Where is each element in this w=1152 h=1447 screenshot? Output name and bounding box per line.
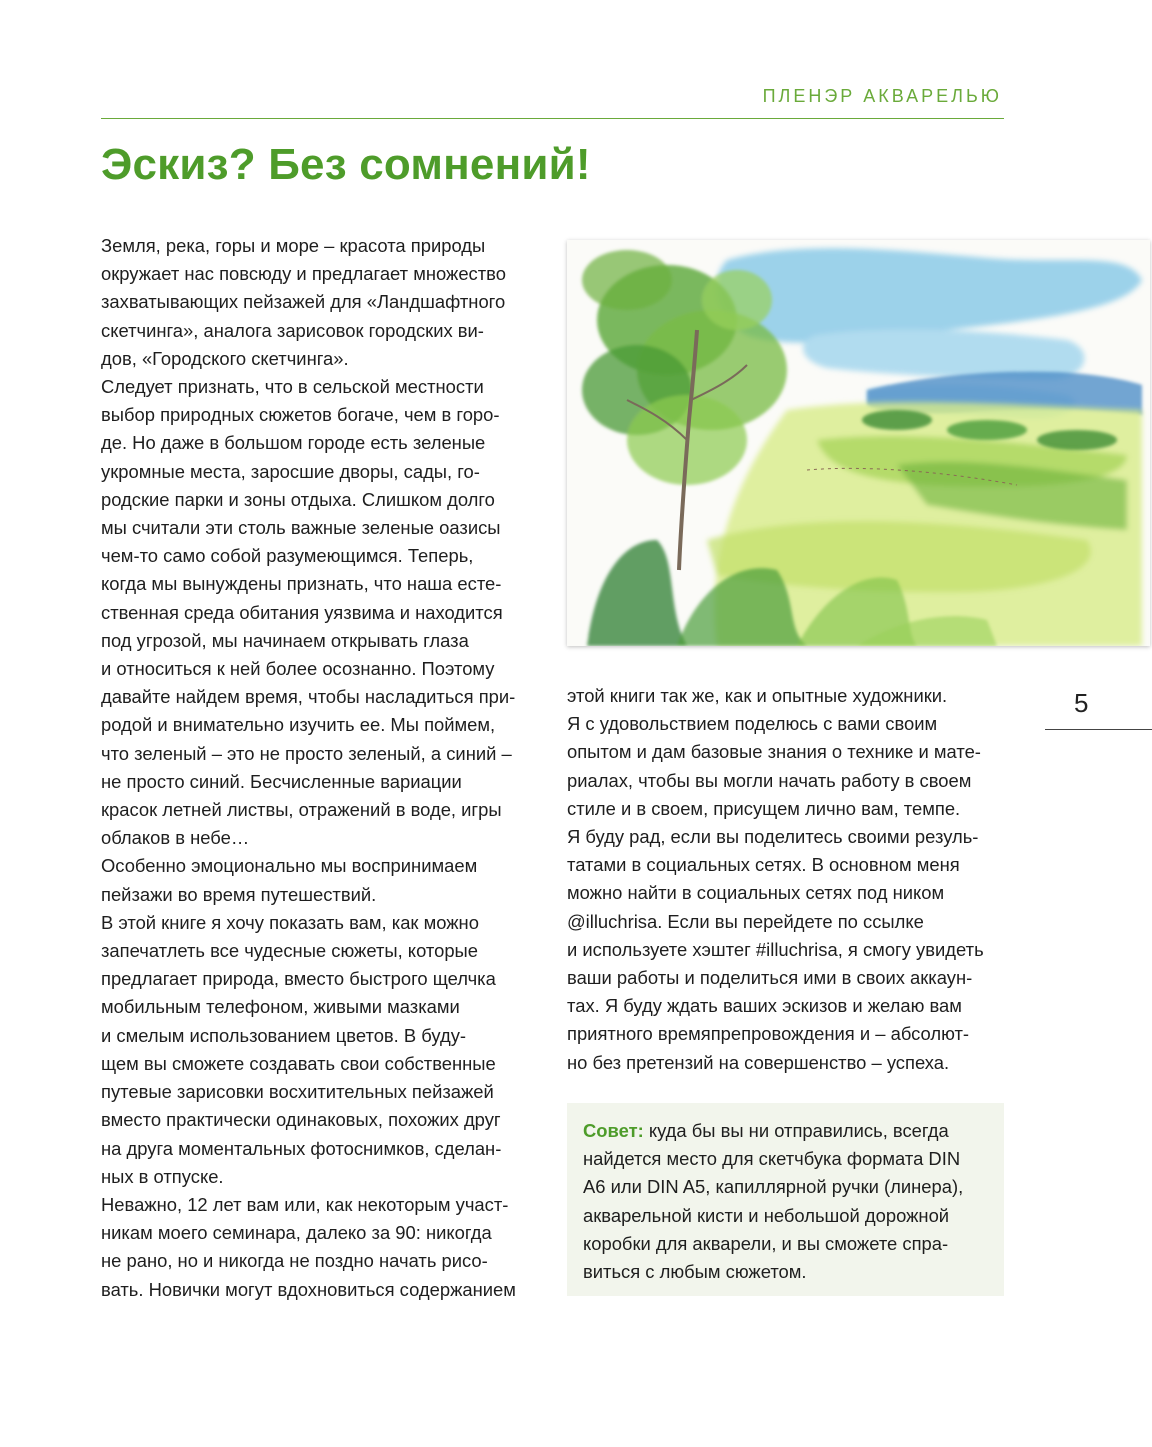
text-line: Особенно эмоционально мы воспринимаем [101, 855, 478, 877]
tip-box [567, 1103, 1004, 1296]
text-line: но без претензий на совершенство – успеха. [567, 1051, 950, 1073]
text-line: вместо практически одинаковых, похожих друг [101, 1109, 501, 1131]
right-column-text [567, 682, 1007, 1077]
page-number-rule [1045, 729, 1152, 730]
text-line: чем-то само собой разумеющимся. Теперь, [101, 545, 474, 567]
text-line: родой и внимательно изучить ее. Мы поймем, [101, 714, 496, 736]
text-line: не просто синий. Бесчисленные вариации [101, 770, 462, 792]
text-line: и используете хэштег #illuchrisa, я смогу увидеть [567, 938, 984, 960]
text-line: стиле и в своем, присущем лично вам, темпе. [567, 797, 961, 819]
tip-first-line [583, 1117, 988, 1145]
text-line: не рано, но и никогда не поздно начать рисо- [101, 1250, 488, 1272]
text-line: окружает нас повсюду и предлагает множество [101, 263, 506, 285]
text-line: ственная среда обитания уязвима и находится [101, 601, 503, 623]
text-line: Следует признать, что в сельской местности [101, 376, 484, 398]
text-line: облаков в небе… [101, 827, 250, 849]
text-line: Неважно, 12 лет вам или, как некоторым участ- [101, 1193, 509, 1215]
text-line: захватывающих пейзажей для «Ландшафтного [101, 291, 506, 313]
text-line: щем вы сможете создавать свои собственные [101, 1052, 496, 1074]
text-line: родские парки и зоны отдыха. Слишком долго [101, 488, 495, 510]
text-line: Я с удовольствием поделюсь с вами своим [567, 713, 938, 735]
text-line: приятного времяпрепровождения и – абсолют- [567, 1023, 970, 1045]
text-line: когда мы вынуждены признать, что наша есте- [101, 573, 502, 595]
text-line: мобильным телефоном, живыми мазками [101, 996, 460, 1018]
text-line: укромные места, заросшие дворы, сады, го- [101, 460, 480, 482]
text-line: и смелым использованием цветов. В буду- [101, 1024, 467, 1046]
tip-line: виться с любым сюжетом. [583, 1261, 807, 1283]
running-head: ПЛЕНЭР АКВАРЕЛЬЮ [762, 86, 1002, 106]
tip-line: найдется место для скетчбука формата DIN [583, 1148, 961, 1170]
text-line: можно найти в социальных сетях под ником [567, 882, 945, 904]
left-column-text [101, 232, 541, 1304]
tip-line: акварельной кисти и небольшой дорожной [583, 1204, 950, 1226]
text-line: под угрозой, мы начинаем открывать глаза [101, 629, 469, 651]
watercolor-landscape-illustration [567, 240, 1150, 646]
page-number: 5 [1074, 688, 1089, 718]
text-line: татами в социальных сетях. В основном меня [567, 854, 960, 876]
text-line: давайте найдем время, чтобы насладиться при- [101, 686, 516, 708]
text-line: красок летней листвы, отражений в воде, игры [101, 799, 502, 821]
text-line: никам моего семинара, далеко за 90: никогда [101, 1222, 492, 1244]
text-line: ных в отпуске. [101, 1165, 224, 1187]
page-title: Эскиз? Без сомнений! [101, 140, 591, 189]
tip-line: коробки для акварели, и вы сможете спра- [583, 1232, 949, 1254]
text-line: тах. Я буду ждать ваших эскизов и желаю вам [567, 995, 962, 1017]
text-line: запечатлеть все чудесные сюжеты, которые [101, 940, 479, 962]
text-line: ваши работы и поделиться ими в своих аккаун- [567, 967, 973, 989]
text-line: предлагает природа, вместо быстрого щелчка [101, 968, 496, 990]
text-line: вать. Новички могут вдохновиться содержанием [101, 1278, 516, 1300]
text-line: и относиться к ней более осознанно. Поэтому [101, 658, 495, 680]
tip-label: Совет: [583, 1120, 644, 1141]
text-line: на друга моментальных фотоснимков, сделан- [101, 1137, 502, 1159]
text-line: В этой книге я хочу показать вам, как можно [101, 911, 479, 933]
text-line: этой книги так же, как и опытные художники. [567, 685, 948, 706]
tip-line: A6 или DIN A5, капиллярной ручки (линера), [583, 1176, 964, 1198]
text-line: Земля, река, горы и море – красота природы [101, 235, 486, 256]
tip-first-line-text: куда бы вы ни отправились, всегда [643, 1120, 949, 1141]
text-line: дов, «Городского скетчинга». [101, 347, 349, 369]
text-line: Я буду рад, если вы поделитесь своими резуль- [567, 826, 979, 848]
header-rule [101, 118, 1004, 119]
text-line: риалах, чтобы вы могли начать работу в своем [567, 769, 972, 791]
text-line: путевые зарисовки восхитительных пейзажей [101, 1081, 494, 1103]
text-line: опытом и дам базовые знания о технике и мате- [567, 741, 981, 763]
text-line: де. Но даже в большом городе есть зеленые [101, 432, 486, 454]
tip-lines [583, 1145, 988, 1286]
text-line: выбор природных сюжетов богаче, чем в горо- [101, 404, 500, 426]
text-line: скетчинга», аналога зарисовок городских ви- [101, 319, 484, 341]
text-line: пейзажи во время путешествий. [101, 883, 377, 905]
text-line: @illuchrisa. Если вы перейдете по ссылке [567, 910, 924, 932]
text-line: что зеленый – это не просто зеленый, а синий – [101, 742, 512, 764]
text-line: мы считали эти столь важные зеленые оазисы [101, 517, 501, 539]
